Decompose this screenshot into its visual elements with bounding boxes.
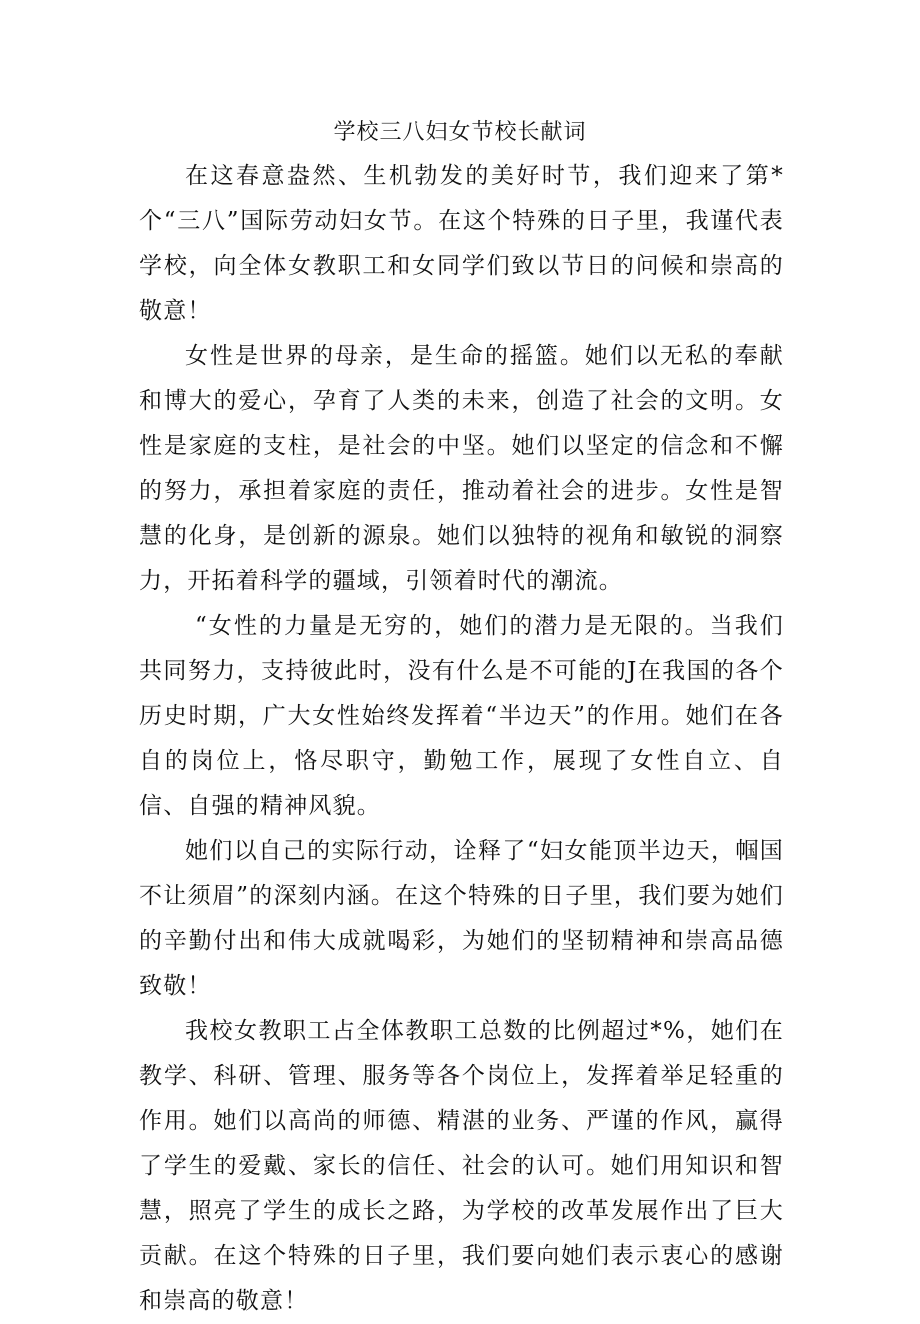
- paragraph-3: “女性的力量是无穷的，她们的潜力是无限的。当我们共同努力，支持彼此时，没有什么是不可能的J在我国的各个历史时期，广大女性始终发挥着“半边天”的作用。她们在各自的岗位上，恪尽职守，勤勉工作，展现了女性自立、自信、自强的精神风貌。: [139, 613, 784, 819]
- paragraph-4: 她们以自己的实际行动，诠释了“妇女能顶半边天，帼国不让须眉”的深刻内涵。在这个特殊的日子里，我们要为她们的辛勤付出和伟大成就喝彩，为她们的坚韧精神和崇高品德致敬！: [139, 838, 784, 999]
- document-body: [139, 154, 784, 1324]
- paragraph-1: 在这春意盎然、生机勃发的美好时节，我们迎来了第*个“三八”国际劳动妇女节。在这个特殊的日子里，我谨代表学校，向全体女教职工和女同学们致以节日的问候和崇高的敬意！: [139, 163, 784, 324]
- paragraph-2: 女性是世界的母亲，是生命的摇篮。她们以无私的奉献和博大的爱心，孕育了人类的未来，创造了社会的文明。女性是家庭的支柱，是社会的中坚。她们以坚定的信念和不懈的努力，承担着家庭的责任，推动着社会的进步。女性是智慧的化身，是创新的源泉。她们以独特的视角和敏锐的洞察力，开拓着科学的疆域，引领着时代的潮流。: [139, 343, 784, 594]
- paragraph-5: 我校女教职工占全体教职工总数的比例超过*%，她们在教学、科研、管理、服务等各个岗位上，发挥着举足轻重的作用。她们以高尚的师德、精湛的业务、严谨的作风，赢得了学生的爱戴、家长的信任、社会的认可。她们用知识和智慧，照亮了学生的成长之路，为学校的改革发展作出了巨大贡献。在这个特殊的日子里，我们要向她们表示衷心的感谢和崇高的敬意！: [139, 1018, 784, 1314]
- document-title: 学校三八妇女节校长献词: [333, 120, 587, 145]
